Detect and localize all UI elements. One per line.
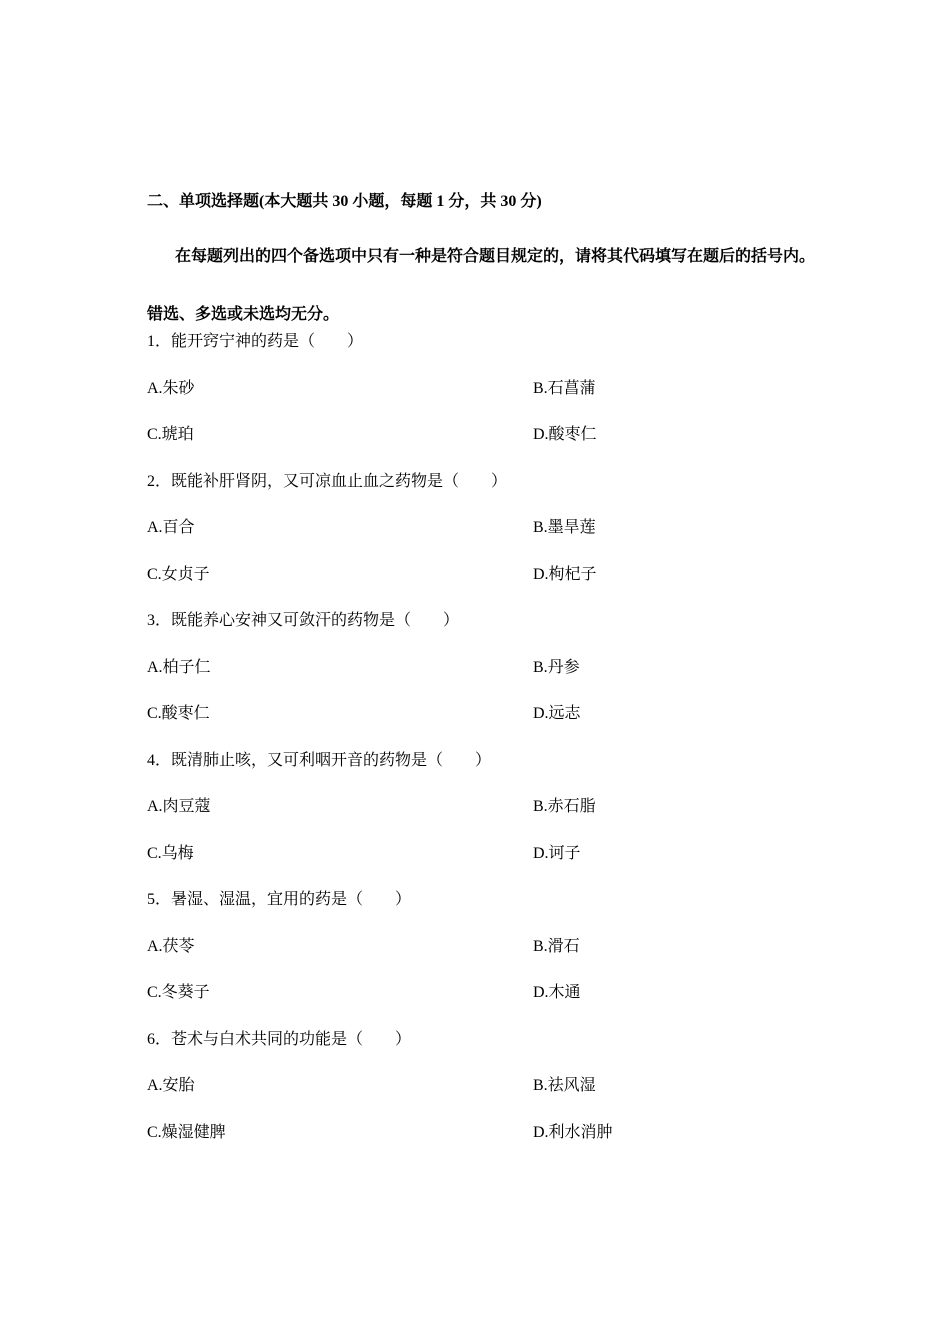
option-c: C.乌梅 bbox=[147, 844, 194, 862]
option-row bbox=[147, 1117, 827, 1164]
option-d: D.木通 bbox=[533, 984, 581, 1001]
option-row bbox=[147, 373, 827, 420]
option-d: D.枸杞子 bbox=[533, 565, 597, 583]
option-a: A.安胎 bbox=[147, 1077, 195, 1094]
question-4 bbox=[147, 745, 827, 885]
section-title: 二、单项选择题(本大题共 30 小题，每题 1 分，共 30 分) bbox=[147, 193, 542, 210]
option-row bbox=[147, 838, 827, 885]
option-row bbox=[147, 931, 827, 978]
option-row bbox=[147, 559, 827, 606]
option-d: D.酸枣仁 bbox=[533, 426, 597, 443]
option-row bbox=[147, 791, 827, 838]
option-b: B.墨旱莲 bbox=[533, 519, 596, 536]
question-1 bbox=[147, 326, 827, 466]
option-c: C.琥珀 bbox=[147, 426, 194, 443]
question-stem: 4．既清肺止咳，又可利咽开音的药物是（ ） bbox=[147, 751, 492, 769]
option-a: A.肉豆蔻 bbox=[147, 798, 211, 815]
section-instructions: 在每题列出的四个备选项中只有一种是符合题目规定的，请将其代码填写在题后的括号内。错选、多选或未选均无分。 bbox=[147, 248, 816, 323]
option-b: B.滑石 bbox=[533, 937, 580, 955]
option-row bbox=[147, 1070, 827, 1117]
option-a: A.朱砂 bbox=[147, 379, 195, 397]
question-stem: 3．既能养心安神又可敛汗的药物是（ ） bbox=[147, 612, 460, 629]
question-stem: 1．能开窍宁神的药是（ ） bbox=[147, 333, 364, 350]
option-b: B.祛风湿 bbox=[533, 1077, 596, 1094]
question-6 bbox=[147, 1024, 827, 1164]
question-5 bbox=[147, 884, 827, 1024]
option-row bbox=[147, 977, 827, 1024]
option-c: C.酸枣仁 bbox=[147, 705, 210, 722]
option-c: C.女贞子 bbox=[147, 565, 210, 583]
option-d: D.利水消肿 bbox=[533, 1123, 613, 1141]
option-row bbox=[147, 512, 827, 559]
option-d: D.远志 bbox=[533, 705, 581, 722]
option-c: C.冬葵子 bbox=[147, 984, 210, 1001]
question-2 bbox=[147, 466, 827, 606]
option-c: C.燥湿健脾 bbox=[147, 1123, 226, 1141]
question-list bbox=[147, 326, 827, 1163]
option-a: A.柏子仁 bbox=[147, 658, 211, 676]
question-stem: 5．暑湿、湿温，宜用的药是（ ） bbox=[147, 891, 412, 908]
option-row bbox=[147, 652, 827, 699]
option-b: B.赤石脂 bbox=[533, 798, 596, 815]
option-row bbox=[147, 698, 827, 745]
option-a: A.茯苓 bbox=[147, 937, 195, 955]
option-a: A.百合 bbox=[147, 519, 195, 536]
option-b: B.石菖蒲 bbox=[533, 379, 596, 397]
question-stem: 6．苍术与白术共同的功能是（ ） bbox=[147, 1030, 412, 1048]
option-d: D.诃子 bbox=[533, 844, 581, 862]
option-b: B.丹参 bbox=[533, 658, 580, 676]
question-3 bbox=[147, 605, 827, 745]
option-row bbox=[147, 419, 827, 466]
question-stem: 2．既能补肝肾阴，又可凉血止血之药物是（ ） bbox=[147, 472, 508, 490]
